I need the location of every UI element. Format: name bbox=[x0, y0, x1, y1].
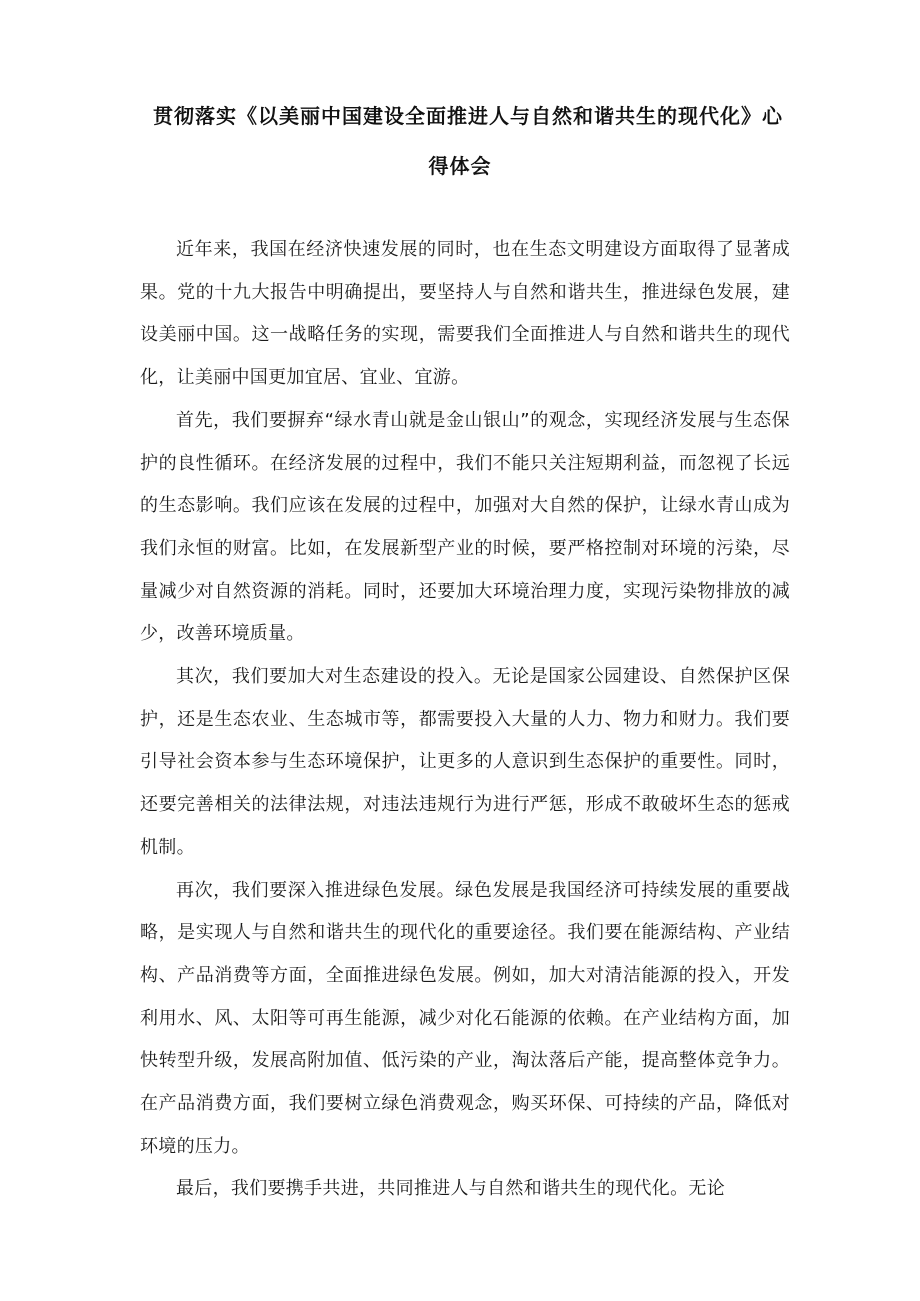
document-title bbox=[0, 104, 920, 178]
paragraph-last: 最后，我们要携手共进，共同推进人与自然和谐共生的现代化。无论 bbox=[176, 1178, 725, 1200]
title-line-2: 得体会 bbox=[428, 154, 492, 178]
paragraph-intro: 近年来，我国在经济快速发展的同时，也在生态文明建设方面取得了显著成果。党的十九大报告中明确提出，要坚持人与自然和谐共生，推进绿色发展，建设美丽中国。这一战略任务的实现，需要我们全面推进人与自然和谐共生的现代化，让美丽中国更加宜居、宜业、宜游。 bbox=[140, 239, 790, 389]
paragraph-third: 再次，我们要深入推进绿色发展。绿色发展是我国经济可持续发展的重要战略，是实现人与自然和谐共生的现代化的重要途径。我们要在能源结构、产业结构、产品消费等方面，全面推进绿色发展。例如，加大对清洁能源的投入，开发利用水、风、太阳等可再生能源，减少对化石能源的依赖。在产业结构方面，加快转型升级，发展高附加值、低污染的产业，淘汰落后产能，提高整体竞争力。在产品消费方面，我们要树立绿色消费观念，购买环保、可持续的产品，降低对环境的压力。 bbox=[140, 879, 790, 1157]
title-line-1: 贯彻落实《以美丽中国建设全面推进人与自然和谐共生的现代化》心 bbox=[153, 104, 783, 128]
paragraph-first: 首先，我们要摒弃“绿水青山就是金山银山”的观念，实现经济发展与生态保护的良性循环。在经济发展的过程中，我们不能只关注短期利益，而忽视了长远的生态影响。我们应该在发展的过程中，加强对大自然的保护，让绿水青山成为我们永恒的财富。比如，在发展新型产业的时候，要严格控制对环境的污染，尽量减少对自然资源的消耗。同时，还要加大环境治理力度，实现污染物排放的减少，改善环境质量。 bbox=[140, 409, 790, 645]
paragraph-second: 其次，我们要加大对生态建设的投入。无论是国家公园建设、自然保护区保护，还是生态农业、生态城市等，都需要投入大量的人力、物力和财力。我们要引导社会资本参与生态环境保护，让更多的人意识到生态保护的重要性。同时，还要完善相关的法律法规，对违法违规行为进行严惩，形成不敢破坏生态的惩戒机制。 bbox=[140, 666, 790, 858]
document-body bbox=[140, 229, 790, 1211]
